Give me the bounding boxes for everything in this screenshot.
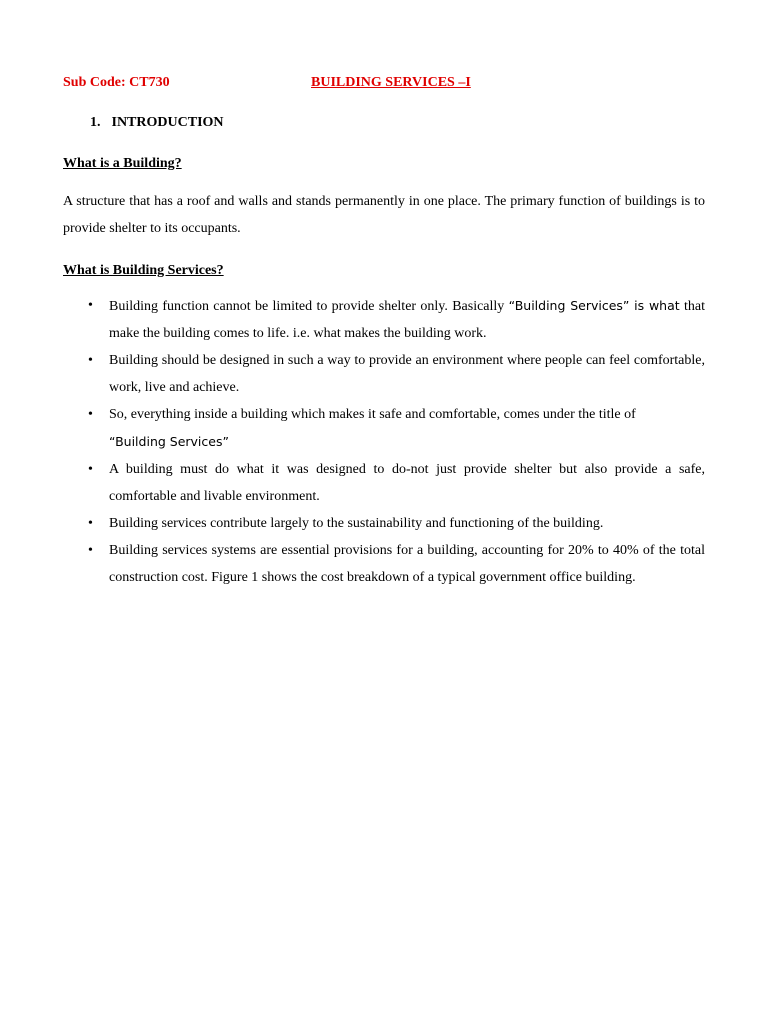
bullet-text-quoted: “Building Services” is what	[508, 298, 680, 313]
list-item	[63, 347, 705, 401]
bullet-icon: •	[88, 543, 93, 558]
bullet-icon: •	[88, 298, 93, 313]
section-title: INTRODUCTION	[111, 115, 224, 130]
services-heading: What is Building Services?	[63, 263, 224, 278]
bullet-text: Building services systems are essential provisions for a building, accounting for 20% to 40% of the total construction cost. Figure 1 shows the cost breakdown of a typical government office building.	[109, 543, 705, 585]
bullet-text: Building services contribute largely to the sustainability and functioning of the building.	[109, 516, 604, 531]
bullet-icon: •	[88, 407, 93, 422]
bullet-text: A building must do what it was designed to do-not just provide shelter but also provide a safe, comfortable and livable environment.	[109, 462, 705, 504]
list-item	[63, 401, 705, 456]
bullet-icon: •	[88, 462, 93, 477]
bullet-text-pre: So, everything inside a building which makes it safe and comfortable, comes under the title of	[109, 407, 636, 422]
bullet-icon: •	[88, 353, 93, 368]
bullet-text-post: that make the building comes to life. i.e. what makes the building work.	[109, 299, 705, 341]
list-item	[63, 510, 705, 537]
document-title: BUILDING SERVICES –I	[311, 75, 471, 90]
list-item	[63, 537, 705, 591]
services-bullet-list	[63, 292, 705, 591]
bullet-text-pre: Building function cannot be limited to provide shelter only. Basically	[109, 299, 509, 314]
building-heading: What is a Building?	[63, 156, 182, 171]
bullet-text-quoted: “Building Services”	[109, 434, 229, 449]
list-item	[63, 292, 705, 347]
list-item	[63, 456, 705, 510]
building-paragraph: A structure that has a roof and walls and stands permanently in one place. The primary function of buildings is to provide shelter to its occupants.	[63, 194, 705, 236]
subject-code: Sub Code: CT730	[63, 75, 170, 90]
section-number: 1.	[90, 115, 101, 130]
bullet-icon: •	[88, 516, 93, 531]
section-heading	[90, 114, 224, 132]
bullet-text: Building should be designed in such a way to provide an environment where people can feel comfortable, work, live and achieve.	[109, 353, 705, 395]
